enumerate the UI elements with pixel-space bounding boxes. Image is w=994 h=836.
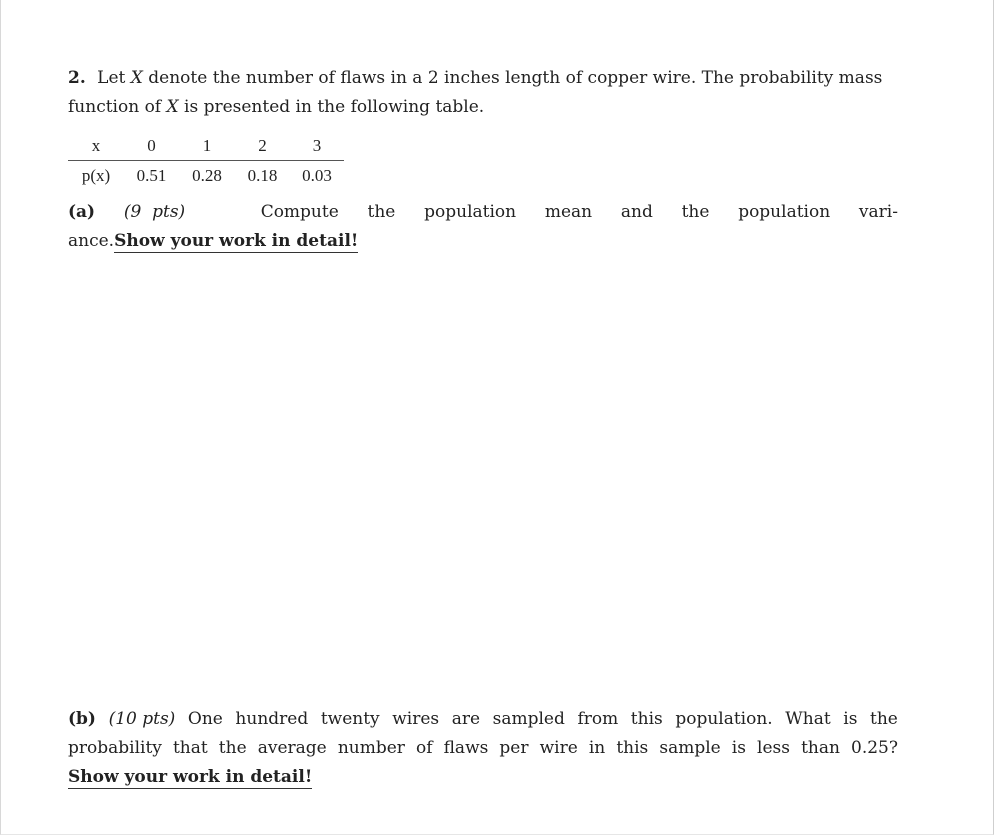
part-a (68, 198, 898, 256)
pmf-prob-row (68, 161, 344, 192)
word: hundred (235, 709, 309, 729)
word: the (870, 709, 898, 729)
word: wire (539, 738, 578, 758)
word: population. (675, 709, 773, 729)
part-b-line-1 (68, 705, 898, 734)
word: of (415, 738, 433, 758)
word: wires (392, 709, 440, 729)
word: 0.25? (851, 738, 898, 758)
word: population (738, 202, 831, 222)
pmf-table (68, 132, 344, 191)
intro-text-c: function of (68, 97, 162, 117)
part-a-line-1 (68, 198, 898, 227)
word: this (630, 709, 663, 729)
part-a-text: ance. (68, 231, 115, 251)
x-value: 3 (312, 136, 322, 155)
word: average (257, 738, 327, 758)
word: less (757, 738, 790, 758)
variable-x: X (130, 68, 143, 88)
word: Compute (260, 202, 339, 222)
word: twenty (320, 709, 380, 729)
word: probability (68, 738, 162, 758)
part-b-instruction: Show your work in detail! (68, 767, 313, 787)
word: in (588, 738, 606, 758)
word: the (367, 202, 396, 222)
part-a-instruction: Show your work in detail! (114, 231, 359, 251)
word: mean (544, 202, 593, 222)
spacer (214, 198, 232, 227)
part-b-line-3 (68, 763, 898, 792)
word: is (843, 709, 858, 729)
word: vari- (858, 202, 898, 222)
word: sample (659, 738, 721, 758)
word: and (620, 202, 653, 222)
p-value: 0.03 (290, 161, 344, 192)
question-number: 2. (68, 68, 86, 88)
word: the (681, 202, 710, 222)
p-value: 0.51 (124, 161, 179, 192)
word: One (187, 709, 223, 729)
pmf-header-row (68, 132, 344, 161)
part-b-label: (b) (68, 709, 96, 729)
part-a-line-2 (68, 227, 898, 256)
word: number (337, 738, 405, 758)
part-b (68, 705, 898, 792)
problem-line-1 (68, 64, 898, 93)
word: is (731, 738, 746, 758)
word: are (451, 709, 481, 729)
word: from (577, 709, 619, 729)
word: per (499, 738, 529, 758)
part-a-points: (9 pts) (123, 202, 186, 222)
x-value: 2 (258, 136, 267, 155)
intro-text-b: denote the number of flaws in a 2 inches length of copper wire. The probability mass (148, 68, 883, 88)
word: this (616, 738, 649, 758)
word: What (785, 709, 831, 729)
problem-line-2 (68, 93, 898, 122)
p-value: 0.18 (235, 161, 290, 192)
word: flaws (443, 738, 489, 758)
word: the (218, 738, 247, 758)
intro-text-a: Let (97, 68, 126, 88)
word: that (172, 738, 208, 758)
p-value: 0.28 (179, 161, 235, 192)
header-label: x (91, 136, 101, 155)
part-b-line-2 (68, 734, 898, 763)
part-b-points: (10 pts) (108, 709, 176, 729)
word: than (801, 738, 840, 758)
x-value: 1 (202, 136, 212, 155)
row-label: p(x) (68, 161, 124, 192)
x-value: 0 (147, 136, 156, 155)
word: population (424, 202, 517, 222)
word: sampled (492, 709, 565, 729)
variable-x-2: X (166, 97, 179, 117)
part-a-label: (a) (68, 202, 96, 222)
problem-statement (68, 64, 898, 122)
intro-text-d: is presented in the following table. (184, 97, 485, 117)
